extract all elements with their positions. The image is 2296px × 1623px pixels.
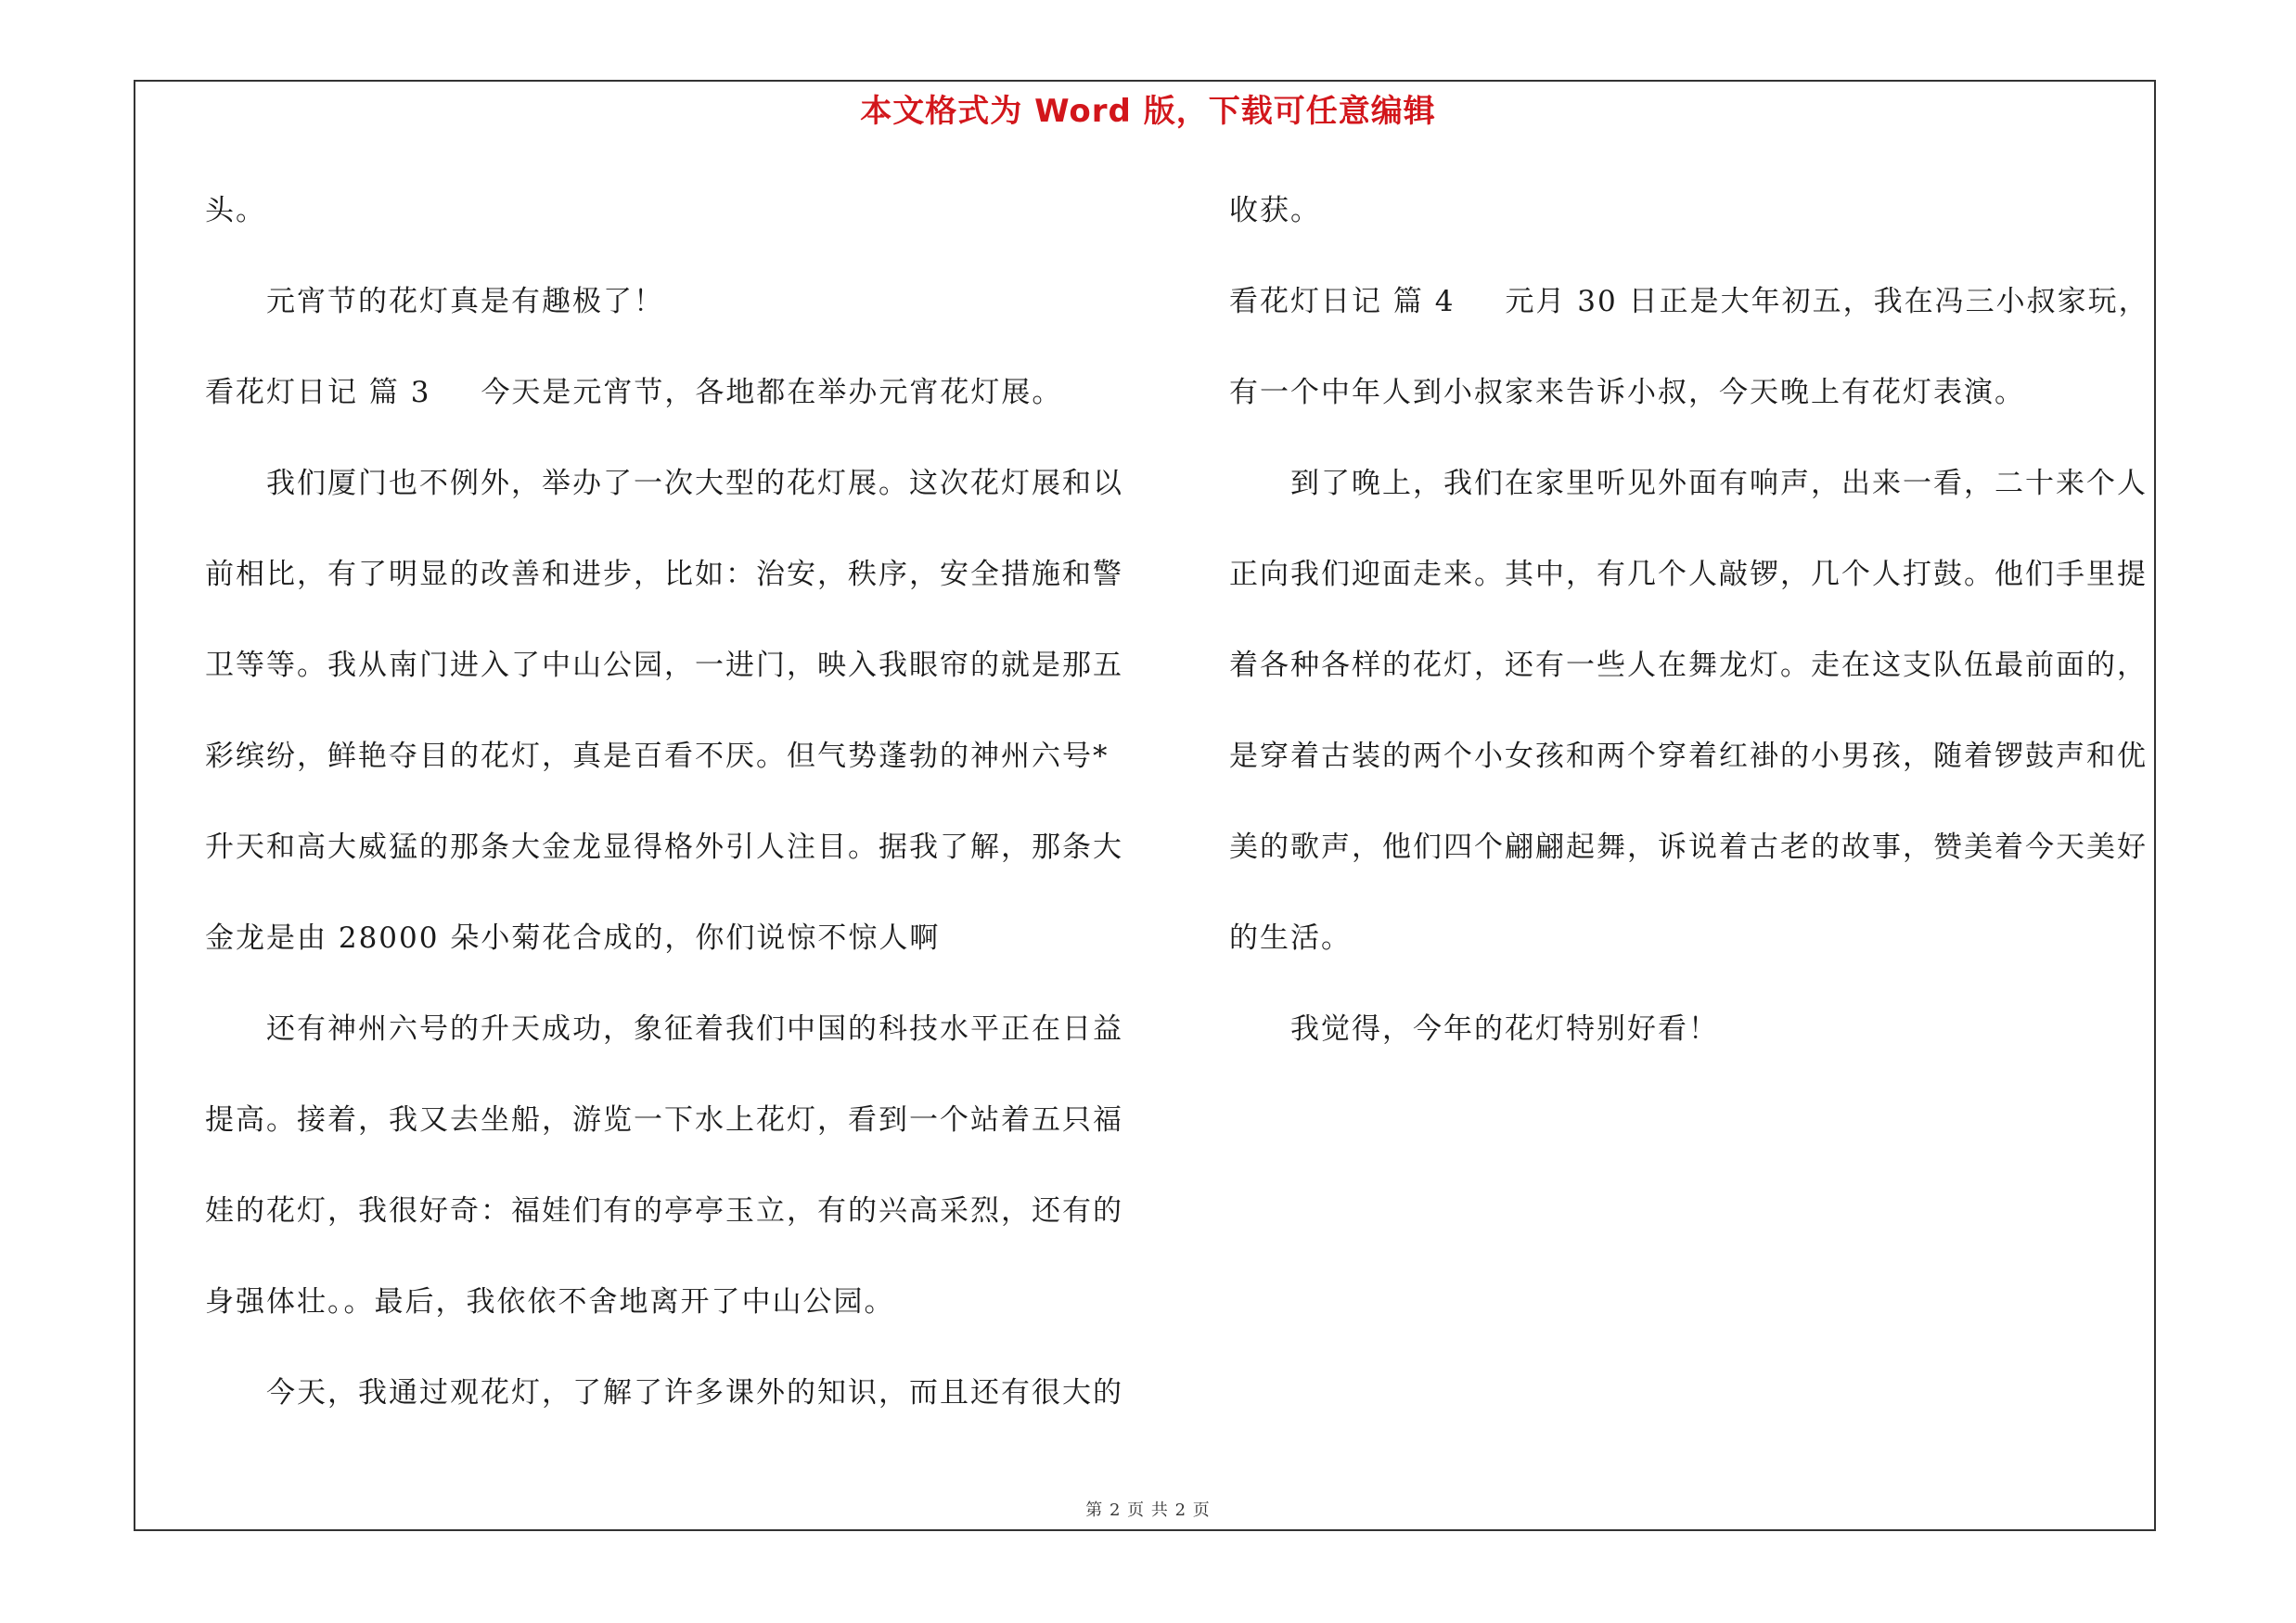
right-text-column [1229,187,2166,1097]
text-line: 是穿着古装的两个小女孩和两个穿着红褂的小男孩，随着锣鼓声和优 [1229,740,2148,773]
text-line: 身强体壮。。最后，我依依不舍地离开了中山公园。 [205,1285,895,1319]
text-line: 收获。 [1229,194,1321,227]
text-line: 头。 [205,194,266,227]
text-line: 着各种各样的花灯，还有一些人在舞龙灯。走在这支队伍最前面的， [1229,649,2148,682]
text-line: 娃的花灯，我很好奇：福娃们有的亭亭玉立，有的兴高采烈，还有的 [205,1194,1123,1228]
text-line: 我觉得，今年的花灯特别好看！ [1290,1012,1719,1046]
text-line: 金龙是由 28000 朵小菊花合成的，你们说惊不惊人啊 [205,921,941,955]
diary-entry-text: 今天是元宵节，各地都在举办元宵花灯展。 [481,376,1063,409]
text-line: 今天，我通过观花灯，了解了许多课外的知识，而且还有很大的 [266,1376,1123,1410]
text-line: 的生活。 [1229,921,1352,955]
text-line: 提高。接着，我又去坐船，游览一下水上花灯，看到一个站着五只福 [205,1103,1123,1137]
text-line: 有一个中年人到小叔家来告诉小叔，今天晚上有花灯表演。 [1229,376,2025,409]
text-line: 升天和高大威猛的那条大金龙显得格外引人注目。据我了解，那条大 [205,831,1123,864]
text-line: 前相比，有了明显的改善和进步，比如：治安，秩序，安全措施和警 [205,558,1123,591]
text-line: 彩缤纷，鲜艳夺目的花灯，真是百看不厌。但气势蓬勃的神州六号* [205,740,1110,773]
text-line: 元宵节的花灯真是有趣极了！ [266,285,664,318]
page-footer: 第 2 页 共 2 页 [1085,1501,1211,1520]
text-line: 美的歌声，他们四个翩翩起舞，诉说着古老的故事，赞美着今天美好 [1229,831,2148,864]
diary-entry-heading: 看花灯日记 篇 4 [1229,285,1456,318]
text-line: 卫等等。我从南门进入了中山公园，一进门，映入我眼帘的就是那五 [205,649,1123,682]
text-line: 到了晚上，我们在家里听见外面有响声，出来一看，二十来个人 [1290,467,2148,500]
text-line: 我们厦门也不例外，举办了一次大型的花灯展。这次花灯展和以 [266,467,1123,500]
diary-entry-heading: 看花灯日记 篇 3 [205,376,431,409]
left-text-column [205,187,1123,1461]
word-format-banner: 本文格式为 Word 版，下载可任意编辑 [860,93,1436,130]
text-line: 正向我们迎面走来。其中，有几个人敲锣，几个人打鼓。他们手里提 [1229,558,2148,591]
diary-entry-text: 元月 30 日正是大年初五，我在冯三小叔家玩， [1505,285,2149,318]
diary-heading-line [205,369,1123,460]
text-line: 还有神州六号的升天成功，象征着我们中国的科技水平正在日益 [266,1012,1123,1046]
diary-heading-line [1229,278,2166,369]
